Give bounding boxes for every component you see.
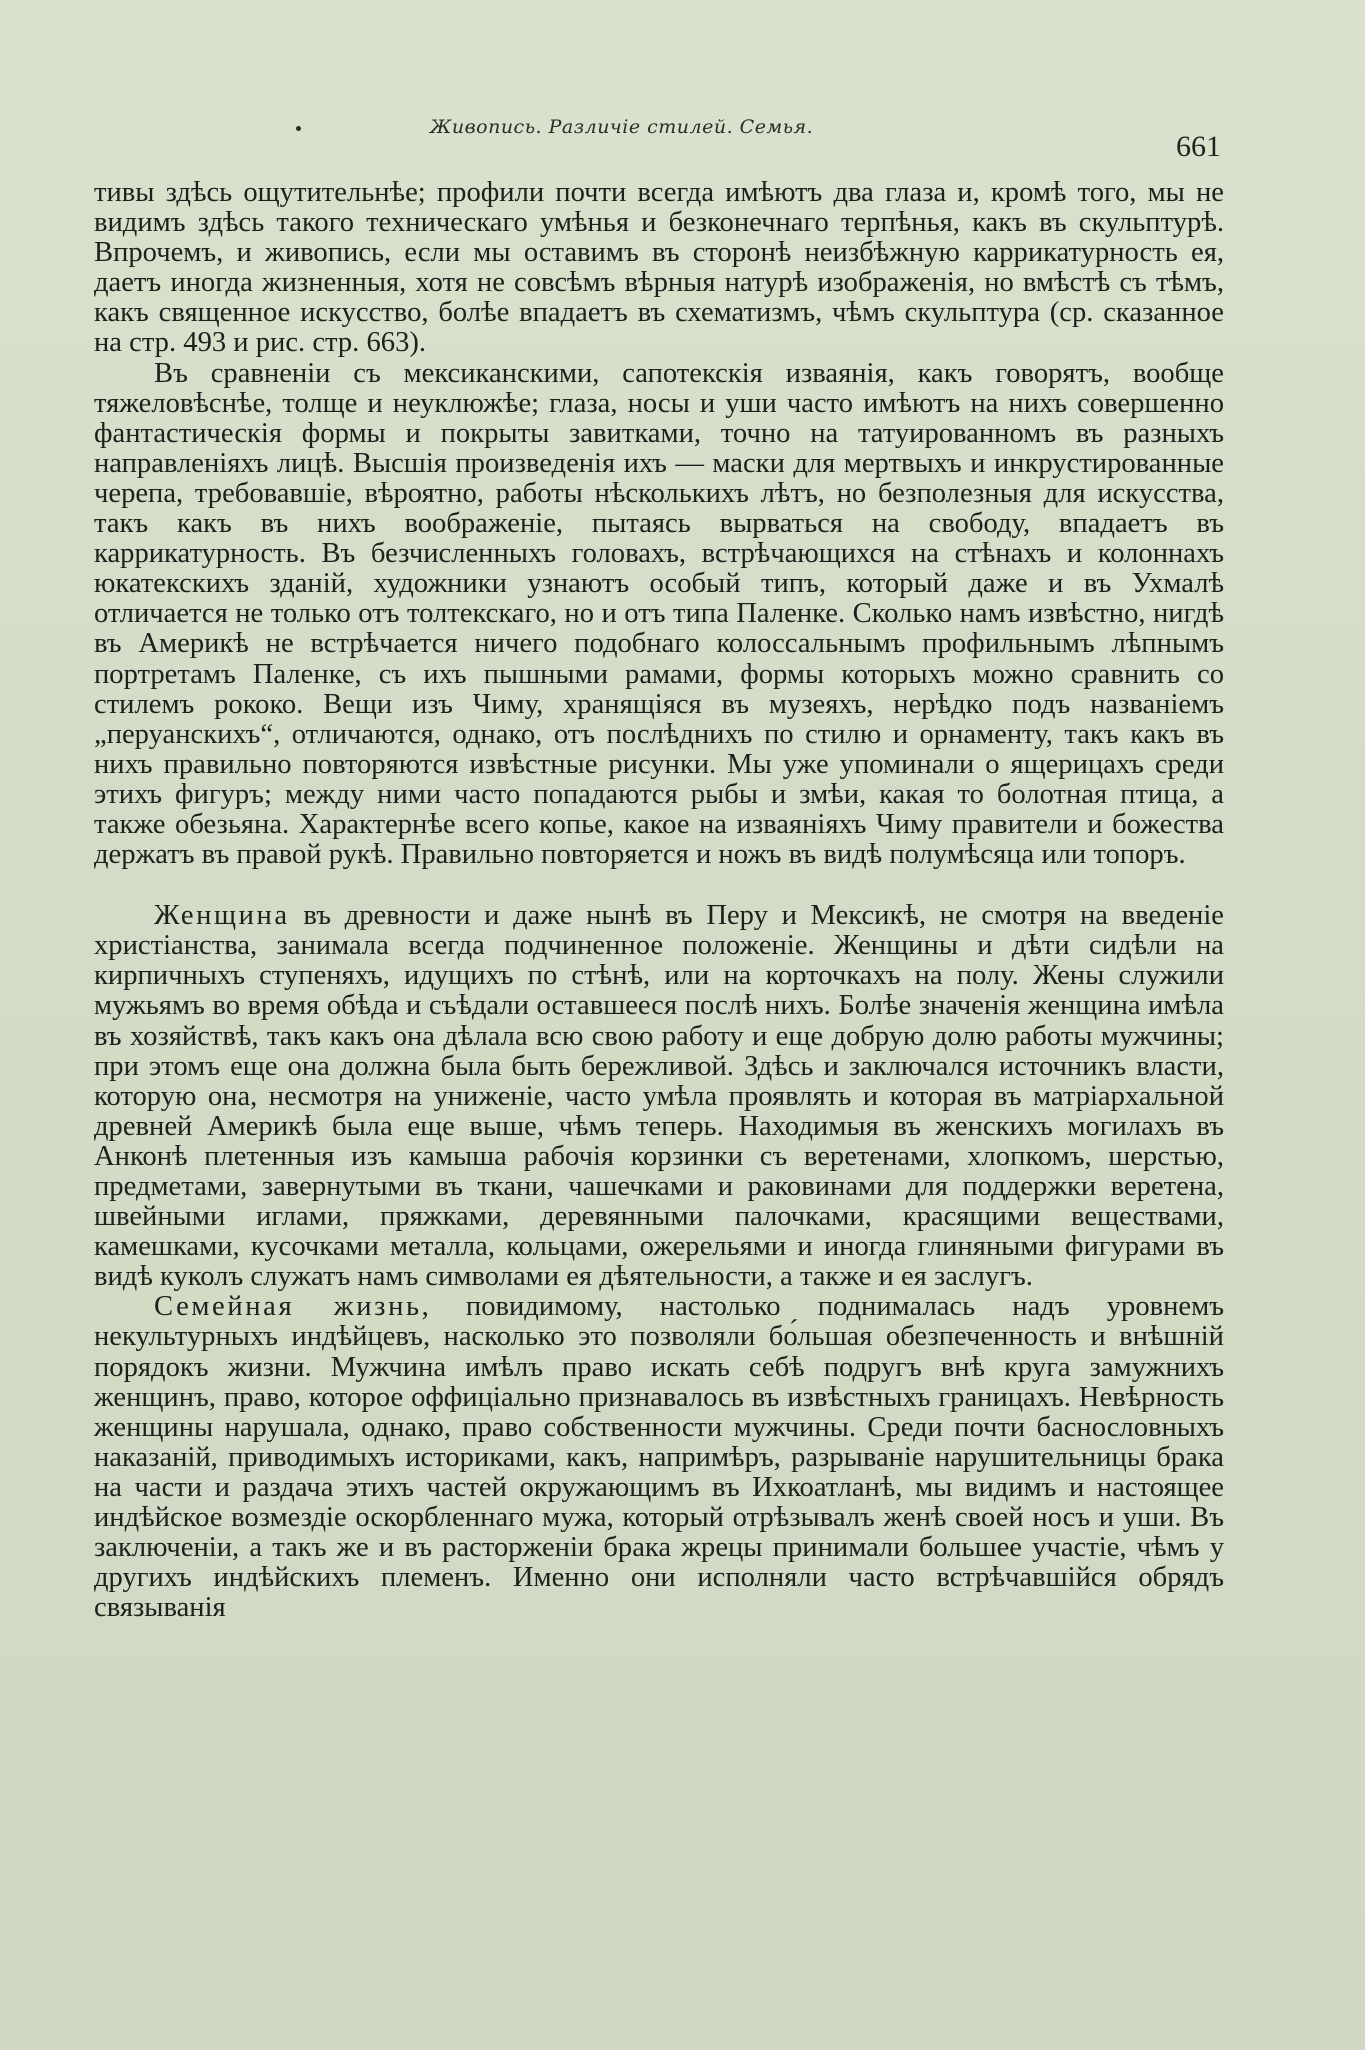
running-head: Живопись. Различіе стилей. Семья.	[430, 116, 814, 138]
paragraph-sculpture-comparison	[94, 359, 1224, 871]
paragraph-women	[94, 901, 1224, 1292]
paragraph-text: въ древности и даже нынѣ въ Перу и Мексикѣ, не смотря на введеніе христіанства, занимала всегда подчиненное положеніе. Женщины и дѣти сидѣли на кирпичныхъ ступеняхъ, идущихъ по стѣнѣ, или на корточкахъ на полу. Жены служили мужьямъ во время обѣда и съѣдали оставшееся послѣ нихъ. Болѣе значенія женщина имѣла въ хозяйствѣ, такъ какъ она дѣлала всю свою работу и еще добрую долю работы мужчины; при этомъ еще она должна была быть бережливой. Здѣсь и заключался источникъ власти, которую она, несмотря на униженіе, часто умѣла проявлять и которая въ матріархальной древней Америкѣ была еще выше, чѣмъ теперь. Находимыя въ женскихъ могилахъ въ Анконѣ плетенныя изъ камыша рабочія корзинки съ веретенами, хлопкомъ, шерстью, предметами, завернутыми въ ткани, чашечками и раковинами для поддержки веретена, швейными иглами, пряжками, деревянными палочками, красящими веществами, камешками, кусочками металла, кольцами, ожерельями и иногда глиняными фигурами въ видѣ куколъ служатъ намъ символами ея дѣятельности, а также и ея заслугъ.	[94, 900, 1224, 1293]
paragraph-text: тивы здѣсь ощутительнѣе; профили почти всегда имѣютъ два глаза и, кромѣ того, мы не видимъ здѣсь такого техническаго умѣнья и безконечнаго терпѣнья, какъ въ скульптурѣ. Впрочемъ, и живопись, если мы оставимъ въ сторонѣ неизбѣжную каррикатурность ея, даетъ иногда жизненныя, хотя не совсѣмъ вѣрныя натурѣ изображенія, но вмѣстѣ съ тѣмъ, какъ священное искусство, болѣе впадаетъ въ схематизмъ, чѣмъ скульптура (ср. сказанное на стр. 493 и рис. стр. 663).	[94, 177, 1224, 359]
ornament-dot	[296, 126, 301, 131]
paragraph-text: , повидимому, настолько поднималась надъ уровнемъ некультурныхъ индѣйцевъ, насколько это позволяли бо́льшая обезпеченность и внѣшній порядокъ жизни. Мужчина имѣлъ право искать себѣ подругъ внѣ круга замужнихъ женщинъ, право, которое оффиціально признавалось въ извѣстныхъ границахъ. Невѣрность женщины нарушала, однако, право собственности мужчины. Среди почти баснословныхъ наказаній, приводимыхъ историками, какъ, напримѣръ, разрываніе нарушительницы брака на части и раздача этихъ частей окружающимъ въ Ихкоатланѣ, мы видимъ и настоящее индѣйское возмездіе оскорбленнаго мужа, который отрѣзывалъ женѣ своей носъ и уши. Въ заключеніи, а такъ же и въ расторженіи брака жрецы принимали большее участіе, чѣмъ у другихъ индѣйскихъ племенъ. Именно они исполняли часто встрѣчавшійся обрядъ связыванія	[94, 1291, 1224, 1624]
page-header	[0, 112, 1365, 163]
paragraph-continuation	[94, 178, 1224, 359]
body-text	[94, 178, 1224, 1623]
paragraph-lead-term: Женщина	[154, 900, 290, 932]
paragraph-lead-term: Семейная жизнь	[154, 1291, 422, 1323]
page-number: 661	[1176, 130, 1221, 163]
paragraph-family-life	[94, 1292, 1224, 1623]
paragraph-text: Въ сравненіи съ мексиканскими, сапотекскія изваянія, какъ говорятъ, вообще тяжеловѣснѣе, толще и неуклюжѣе; глаза, носы и уши часто имѣютъ на нихъ совершенно фантастическія формы и покрыты завитками, точно на татуированномъ въ разныхъ направленіяхъ лицѣ. Высшія произведенія ихъ — маски для мертвыхъ и инкрустированные черепа, требовавшіе, вѣроятно, работы нѣсколькихъ лѣтъ, но безполезныя для искусства, такъ какъ въ нихъ воображеніе, пытаясь вырваться на свободу, впадаетъ въ каррикатурность. Въ безчисленныхъ головахъ, встрѣчающихся на стѣнахъ и колоннахъ юкатекскихъ зданій, художники узнаютъ особый типъ, который даже и въ Ухмалѣ отличается не только отъ толтекскаго, но и отъ типа Паленке. Сколько намъ извѣстно, нигдѣ въ Америкѣ не встрѣчается ничего подобнаго колоссальнымъ профильнымъ лѣпнымъ портретамъ Паленке, съ ихъ пышными рамами, формы которыхъ можно сравнить со стилемъ рококо. Вещи изъ Чиму, хранящіяся въ музеяхъ, нерѣдко подъ названіемъ „перуанскихъ“, отличаются, однако, отъ послѣднихъ по стилю и орнаменту, такъ какъ въ нихъ правильно повторяются извѣстные рисунки. Мы уже упоминали о ящерицахъ среди этихъ фигуръ; между ними часто попадаются рыбы и змѣи, какая то болотная птица, а также обезьяна. Характернѣе всего копье, какое на изваяніяхъ Чиму правители и божества держатъ въ правой рукѣ. Правильно повторяется и ножъ въ видѣ полумѣсяца или топоръ.	[94, 357, 1224, 871]
